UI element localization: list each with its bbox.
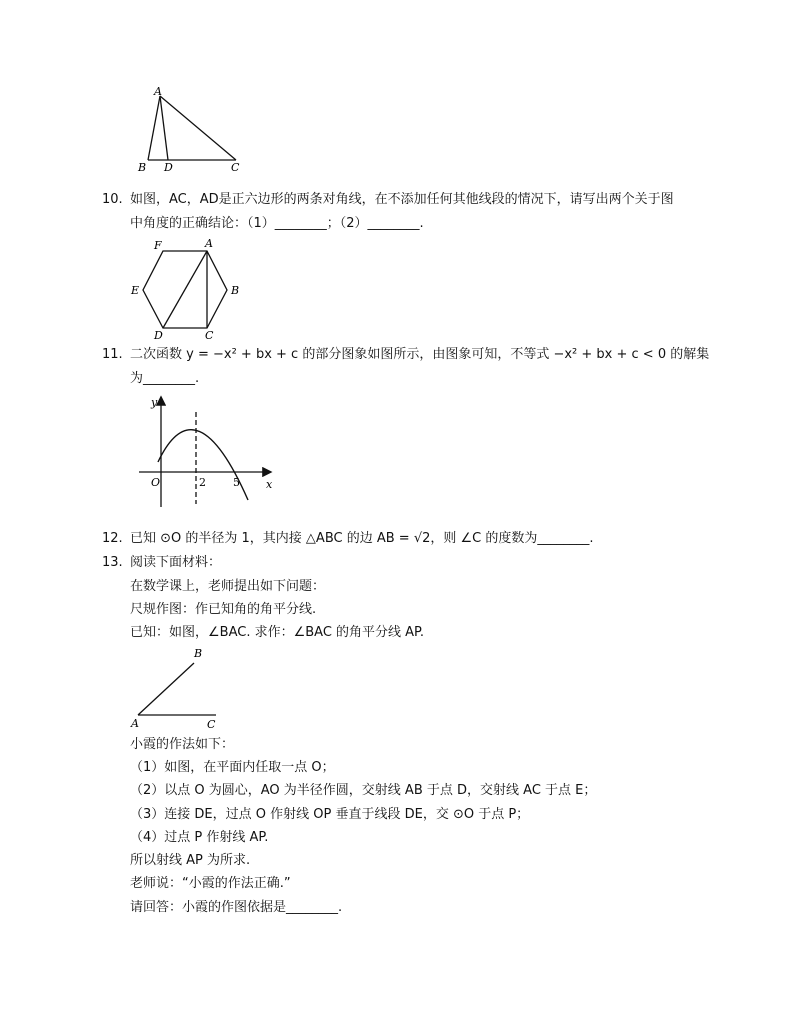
q11-line1: 二次函数 y = −x² + bx + c 的部分图象如图所示，由图象可知，不等式 −x² + bx + c < 0 的解集 bbox=[130, 347, 710, 362]
angle-label-c: C bbox=[207, 718, 216, 730]
triangle-abdc-figure bbox=[130, 82, 250, 177]
label-d: D bbox=[164, 161, 173, 174]
q13-line-3: 已知：如图，∠BAC. 求作：∠BAC 的角平分线 AP. bbox=[130, 625, 424, 640]
label-b: B bbox=[138, 161, 147, 174]
axis-label-y: y bbox=[151, 396, 158, 409]
angle-label-b: B bbox=[194, 647, 203, 660]
segment-ac bbox=[160, 96, 236, 160]
hexagon-figure bbox=[125, 236, 245, 342]
hex-label-e: E bbox=[131, 284, 140, 297]
q12-number: 12. bbox=[102, 531, 123, 546]
angle-label-a: A bbox=[131, 717, 139, 730]
hex-label-a: A bbox=[205, 237, 213, 250]
segment-ad bbox=[160, 96, 168, 160]
parabola-figure bbox=[135, 392, 285, 512]
q11-line2: 为________. bbox=[130, 371, 200, 386]
q10-number: 10. bbox=[102, 192, 123, 207]
hex-label-c: C bbox=[205, 329, 214, 342]
q10-line1: 如图，AC，AD是正六边形的两条对角线，在不添加任何其他线段的情况下，请写出两个关于图 bbox=[130, 192, 674, 207]
q11-number: 11. bbox=[102, 347, 123, 362]
tick-label-5: 5 bbox=[233, 476, 240, 489]
angle-bac-figure bbox=[128, 645, 228, 730]
diagonal-ad bbox=[163, 251, 207, 328]
label-a: A bbox=[154, 85, 162, 98]
q13-line-2: 尺规作图：作已知角的角平分线. bbox=[130, 602, 317, 617]
q13-line-1: 在数学课上，老师提出如下问题： bbox=[130, 579, 326, 594]
hex-label-b: B bbox=[231, 284, 240, 297]
ray-ab bbox=[138, 663, 194, 715]
q13-step-2: （2）以点 O 为圆心，AO 为半径作圆，交射线 AB 于点 D，交射线 AC 于点 E； bbox=[130, 783, 597, 798]
label-c: C bbox=[231, 161, 240, 174]
q13-intro: 阅读下面材料： bbox=[130, 555, 222, 570]
origin-label: O bbox=[151, 476, 161, 489]
q13-step-3: （3）连接 DE，过点 O 作射线 OP 垂直于线段 DE，交 ⊙O 于点 P； bbox=[130, 807, 530, 822]
segment-ab bbox=[148, 96, 160, 160]
q13-line-5: 所以射线 AP 为所求. bbox=[130, 853, 251, 868]
q13-step-1: （1）如图，在平面内任取一点 O； bbox=[130, 760, 335, 775]
q12-line1: 已知 ⊙O 的半径为 1，其内接 △ABC 的边 AB = √2，则 ∠C 的度数为________. bbox=[130, 531, 594, 546]
hex-label-f: F bbox=[154, 239, 162, 252]
parabola-curve bbox=[158, 430, 248, 500]
tick-label-2: 2 bbox=[199, 476, 206, 489]
q13-step-4: （4）过点 P 作射线 AP. bbox=[130, 830, 269, 845]
axis-label-x: x bbox=[266, 478, 273, 491]
q13-line-7: 请回答：小霞的作图依据是________. bbox=[130, 900, 343, 915]
q13-line-4: 小霞的作法如下： bbox=[130, 737, 235, 752]
q13-line-6: 老师说：“小霞的作法正确.” bbox=[130, 876, 291, 891]
q10-line2: 中角度的正确结论：（1）________；（2）________. bbox=[130, 216, 424, 231]
q13-number: 13. bbox=[102, 555, 123, 570]
hex-label-d: D bbox=[154, 329, 163, 342]
